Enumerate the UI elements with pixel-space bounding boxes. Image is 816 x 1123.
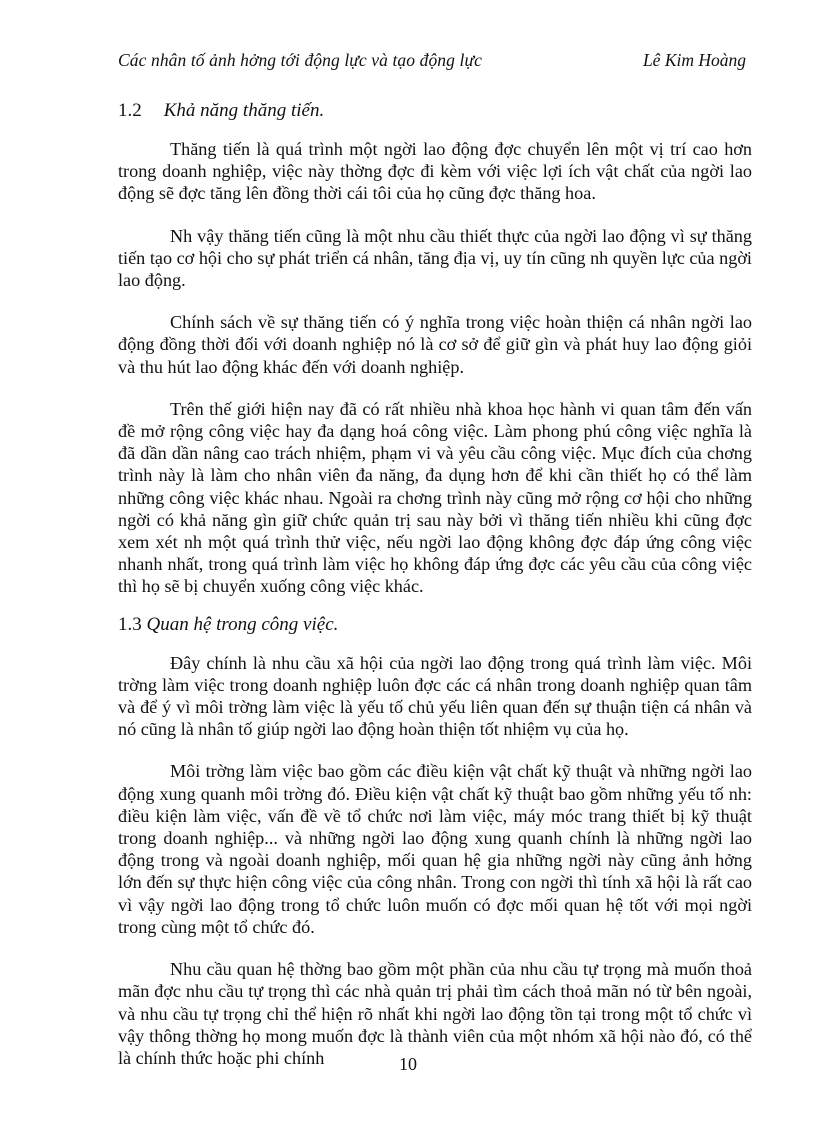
paragraph: Nh vậy thăng tiến cũng là một nhu cầu thiết thực của ngời lao động vì sự thăng tiến tạo cơ hội cho sự phát triển cá nhân, tăng địa vị, uy tín cũng nh quyền lực của ngời lao động.: [118, 225, 752, 291]
section-heading-1-3: [118, 614, 752, 636]
section-title: Quan hệ trong công việc.: [146, 613, 339, 635]
header-author: Lê Kim Hoàng: [642, 50, 746, 70]
paragraph: Môi trờng làm việc bao gồm các điều kiện vật chất kỹ thuật và những ngời lao động xung quanh môi trờng đó. Điều kiện vật chất kỹ thuật bao gồm những yếu tố nh: điều kiện làm việc, vấn đề về tổ chức nơi làm việc, máy móc trang thiết bị kỹ thuật trong doanh nghiệp... và những ngời lao động xung quanh chính là những ngời lao động trong và ngoài doanh nghiệp, mối quan hệ gia những ngời này cũng ảnh hởng lớn đến sự thực hiện công việc của công nhân. Trong con ngời thì tính xã hội là rất cao vì vậy ngời lao động trong tổ chức luôn muốn có đợc mối quan hệ tốt với mọi ngời trong cùng một tổ chức đó.: [118, 761, 752, 937]
header-title: Các nhân tố ảnh hởng tới động lực và tạo động lực: [118, 50, 482, 70]
section-heading-1-2: [118, 100, 752, 122]
section-number: 1.3: [118, 613, 142, 635]
paragraph: Trên thế giới hiện nay đã có rất nhiều nhà khoa học hành vi quan tâm đến vấn đề mở rộng công việc hay đa dạng hoá công việc. Làm phong phú công việc nghĩa là đã dần dần nâng cao trách nhiệm, phạm vi và yêu cầu công việc. Mục đích của chơng trình này là làm cho nhân viên đa năng, đa dụng hơn để khi cần thiết họ có thể làm những công việc khác nhau. Ngoài ra chơng trình này cũng mở rộng cơ hội cho những ngời có khả năng gìn giữ chức quản trị sau này bởi vì thăng tiến nhiều khi cũng đợc xem xét nh một quá trình thử việc, nếu ngời lao động không đợc đáp ứng công việc nhanh nhất, trong quá trình làm việc họ không đáp ứng đợc các yêu cầu của công việc thì họ sẽ bị chuyển xuống công việc khác.: [118, 398, 752, 597]
paragraph: Nhu cầu quan hệ thờng bao gồm một phần của nhu cầu tự trọng mà muốn thoả mãn đợc nhu cầu tự trọng thì các nhà quản trị phải tìm cách thoả mãn nó từ bên ngoài, và nhu cầu tự trọng chỉ thể hiện rõ nhất khi ngời lao động tồn tại trong một tổ chức vì vậy thông thờng họ mong muốn đợc là thành viên của một nhóm xã hội nào đó, có thể là chính thức hoặc phi chính: [118, 959, 752, 1068]
page-number: 10: [399, 1054, 417, 1074]
paragraph: Đây chính là nhu cầu xã hội của ngời lao động trong quá trình làm việc. Môi trờng làm việc trong doanh nghiệp luôn đợc các cá nhân trong doanh nghiệp quan tâm và để ý vì môi trờng làm việc là yếu tố chủ yếu liên quan đến sự thuận tiện cá nhân và nó cũng là nhân tố giúp ngời lao động hoàn thiện tốt nhiệm vụ của họ.: [118, 652, 752, 740]
page-body: [118, 100, 752, 1069]
paragraph: Chính sách về sự thăng tiến có ý nghĩa trong việc hoàn thiện cá nhân ngời lao động đồng thời đối với doanh nghiệp nó là cơ sở để giữ gìn và phát huy lao động giỏi và thu hút lao động khác đến với doanh nghiệp.: [118, 312, 752, 377]
section-title: Khả năng thăng tiến.: [163, 100, 325, 121]
section-number: 1.2: [118, 100, 142, 121]
running-header: [118, 50, 746, 76]
paragraph: Thăng tiến là quá trình một ngời lao động đợc chuyển lên một vị trí cao hơn trong doanh nghiệp, việc này thờng đợc đi kèm với việc lợi ích vật chất của ngời lao động sẽ đợc tăng lên đồng thời cái tôi của họ cũng đợc thăng hoa.: [118, 139, 752, 204]
